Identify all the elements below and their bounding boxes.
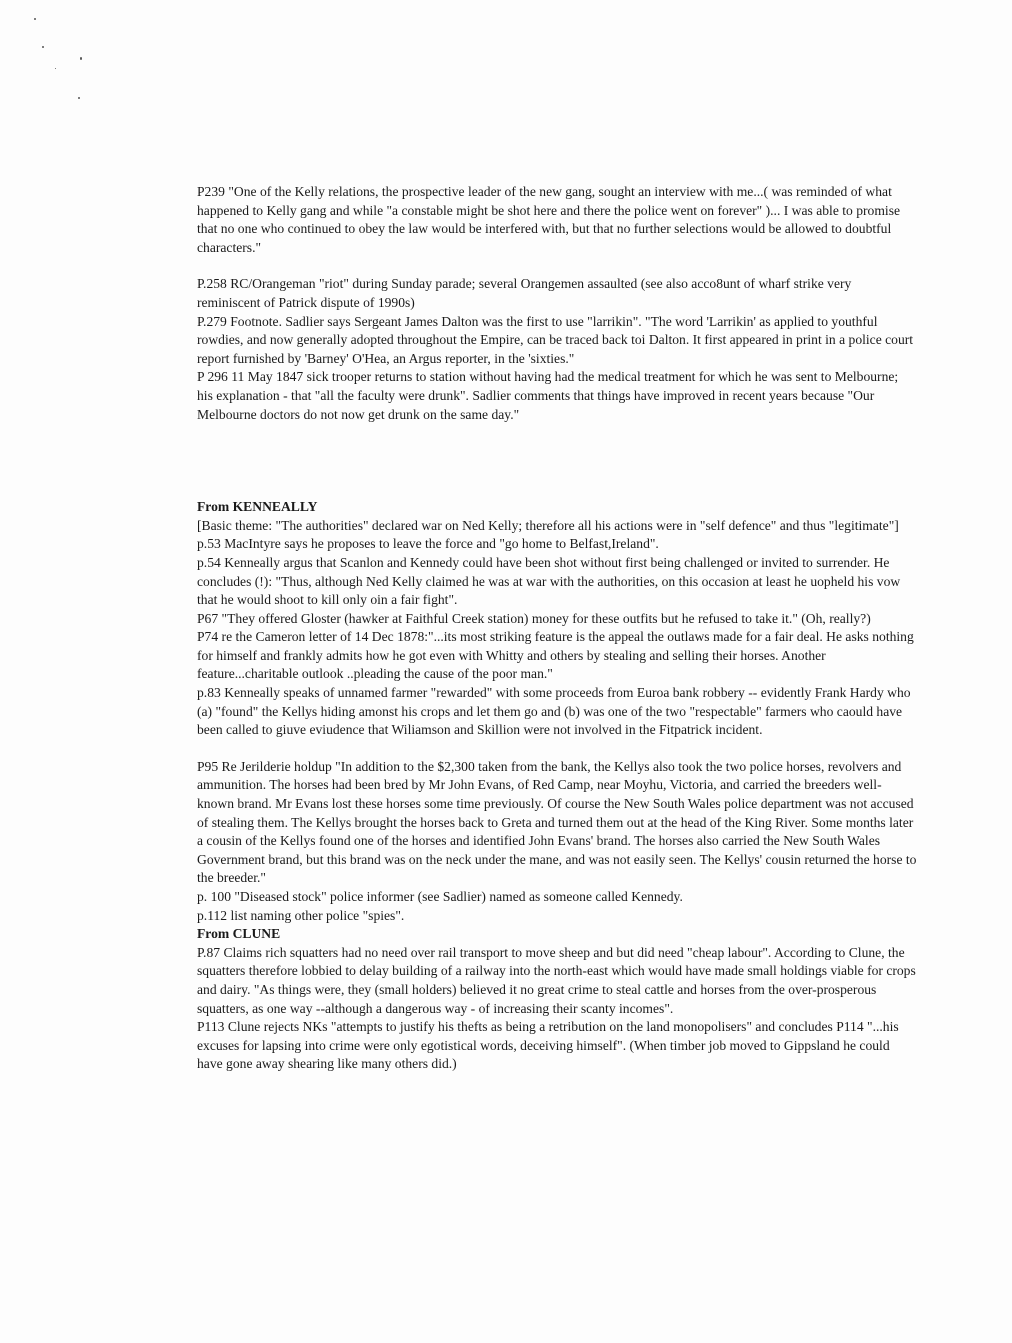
- note-p67: P67 "They offered Gloster (hawker at Faithful Creek station) money for these outfits but he refused to take it." (Oh, really?): [197, 610, 871, 626]
- note-p74: P74 re the Cameron letter of 14 Dec 1878:"...its most striking feature is the appeal the outlaws made for a fair deal. He asks nothing for himself and frankly admits how he got even with Whitty and others by stealing and selling their horses. Another feature...charitable outlook ..pleading the cause of the poor man.": [197, 629, 914, 682]
- scan-speck: [80, 57, 82, 60]
- note-p95: P95 Re Jerilderie holdup "In addition to the $2,300 taken from the bank, the Kellys also took the two police horses, revolvers and ammunition. The horses had been bred by Mr John Evans, of Red Camp, near Moyhu, Victoria, and carried the breeders well-known brand. Mr Evans lost these horses some time previously. Of course the New South Wales police department was not accused of stealing them. The Kellys brought the horses back to Greta and turned them out at the head of the King River. Some months later a cousin of the Kellys found one of the horses and identified John Evans' brand. The horses also carried the New South Wales Government brand, but this brand was on the neck under the mane, and was not easily seen. The Kellys' cousin returned the horse to the breeder.": [197, 758, 917, 886]
- note-p258: P.258 RC/Orangeman "riot" during Sunday parade; several Orangemen assaulted (see also acco8unt of wharf strike very reminiscent of Patrick dispute of 1990s): [197, 276, 852, 310]
- document-body: [197, 183, 917, 1074]
- scan-speck: [78, 97, 80, 99]
- note-p83: p.83 Kenneally speaks of unnamed farmer "rewarded" with some proceeds from Euroa bank robbery -- evidently Frank Hardy who (a) "found" the Kellys hiding amonst his crops and let them go and (b) was one of the two "respectable" farmers who caould have been called to giuve eviudence that Wiliamson and Skillion were not involved in the Fitpatrick incident.: [197, 685, 911, 738]
- scan-speck: [55, 68, 56, 69]
- note-p113: P113 Clune rejects NKs "attempts to justify his thefts as being a retribution on the land monopolisers" and concludes P114 "...his excuses for lapsing into crime were only egotistical words, deceiving himself". (When timber job moved to Gippsland he could have gone away shearing like many others did.): [197, 1019, 899, 1072]
- scan-speck: [34, 18, 36, 20]
- note-p239: P239 "One of the Kelly relations, the prospective leader of the new gang, sought an interview with me...( was reminded of what happened to Kelly gang and while "a constable might be shot here and there the police went on forever" )... I was able to promise that no one who continued to obey the law would be interfered with, but that no further selections would be allowed to doubtful characters.": [197, 184, 901, 255]
- note-p87: P.87 Claims rich squatters had no need over rail transport to move sheep and but did need "cheap labour". According to Clune, the squatters therefore lobbied to delay building of a railway into the north-east which would have made small holdings viable for crops and dairy. "As things were, they (small holders) believed it no great crime to steal cattle and horses from the over-prosperous squatters, as one way --although a dangerous way - of increasing their scanty incomes".: [197, 944, 916, 1016]
- note-p296: P 296 11 May 1847 sick trooper returns to station without having had the medical treatment for which he was sent to Melbourne; his explanation - that "all the faculty were drunk". Sadlier comments that things have improved in recent years because "Our Melbourne doctors do not now get drunk on the same day.": [197, 369, 899, 422]
- note-p100: p. 100 "Diseased stock" police informer (see Sadlier) named as someone called Kennedy.: [197, 889, 683, 904]
- note-p53: p.53 MacIntyre says he proposes to leave the force and "go home to Belfast,Ireland".: [197, 536, 659, 552]
- section-heading-kenneally: From KENNEALLY: [197, 499, 318, 515]
- note-p279: P.279 Footnote. Sadlier says Sergeant James Dalton was the first to use "larrikin". "The word 'Larrikin' as applied to youthful rowdies, and now generally adopted throughout the Empire, can be traced back toi Dalton. It first appeared in print in a police court report furnished by 'Barney' O'Hea, an Argus reporter, in the 'sixties.": [197, 313, 914, 366]
- scan-speck: [42, 46, 44, 48]
- note-p54: p.54 Kenneally argus that Scanlon and Kennedy could have been shot without first being challenged or invited to surrender. He concludes (!): "Thus, although Ned Kelly claimed he was at war with the authorities, on this occasion at least he uopheld his vow that he would shoot to kill only oin a fair fight".: [197, 554, 901, 608]
- note-basic-theme: [Basic theme: "The authorities" declared war on Ned Kelly; therefore all his actions were in "self defence" and thus "legitimate"]: [197, 517, 899, 533]
- note-p112: p.112 list naming other police "spies".: [197, 907, 405, 923]
- section-heading-clune: From CLUNE: [197, 926, 281, 942]
